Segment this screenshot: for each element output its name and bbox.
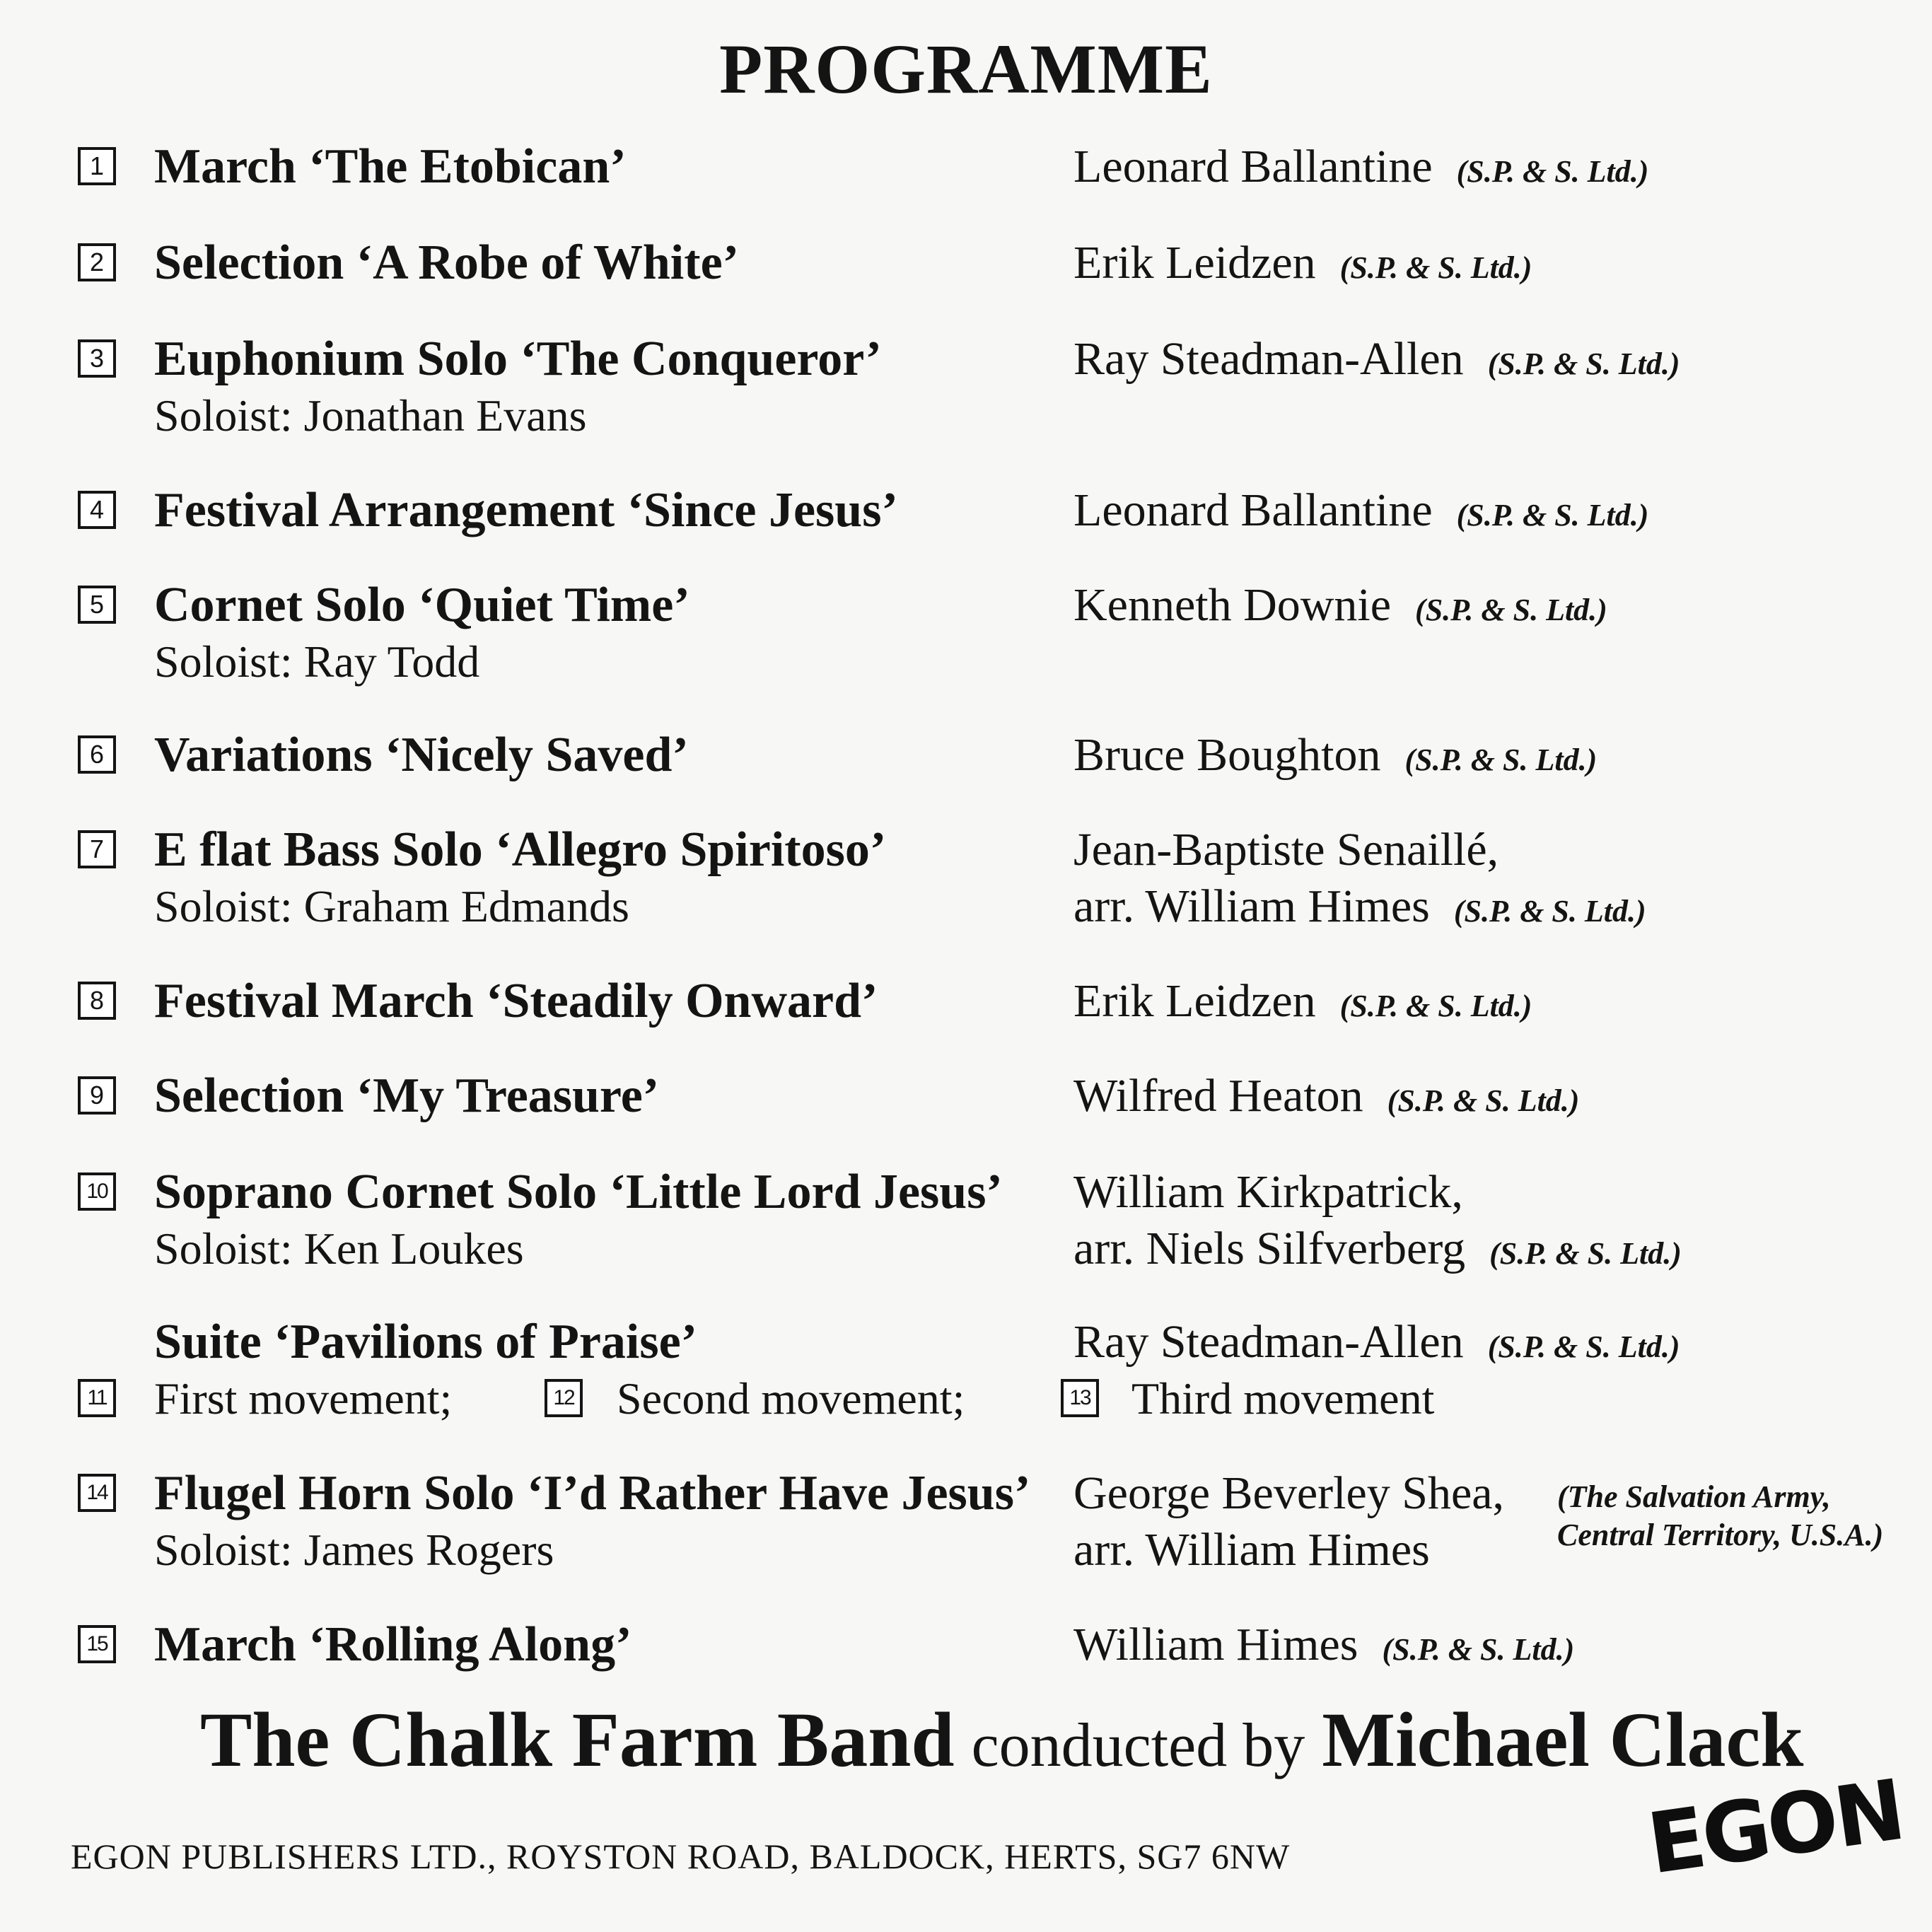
composer: William Himes (S.P. & S. Ltd.) bbox=[1073, 1619, 1575, 1670]
logo-text: EGON bbox=[1642, 1760, 1909, 1893]
movement-label: First movement; bbox=[154, 1373, 453, 1424]
track-title: Festival Arrangement ‘Since Jesus’ bbox=[154, 483, 898, 537]
publisher: (S.P. & S. Ltd.) bbox=[1382, 1632, 1575, 1667]
band-credit bbox=[200, 1697, 1804, 1788]
composer: Leonard Ballantine (S.P. & S. Ltd.) bbox=[1073, 484, 1649, 536]
track-number: 15 bbox=[78, 1625, 116, 1663]
composer: Ray Steadman-Allen (S.P. & S. Ltd.) bbox=[1073, 333, 1680, 385]
arranger: arr. William Himes (S.P. & S. Ltd.) bbox=[1073, 880, 1646, 932]
conducted-by: conducted by bbox=[971, 1711, 1305, 1780]
track-number: 8 bbox=[78, 982, 116, 1020]
publisher: (S.P. & S. Ltd.) bbox=[1404, 743, 1598, 777]
track-title: Variations ‘Nicely Saved’ bbox=[154, 728, 689, 782]
soloist: Soloist: Graham Edmands bbox=[154, 881, 629, 931]
publisher: (S.P. & S. Ltd.) bbox=[1387, 1083, 1580, 1118]
publisher-address: EGON PUBLISHERS LTD., ROYSTON ROAD, BALDOCK, HERTS, SG7 6NW bbox=[71, 1837, 1291, 1876]
publisher: (S.P. & S. Ltd.) bbox=[1487, 347, 1680, 381]
arranger: arr. Niels Silfverberg (S.P. & S. Ltd.) bbox=[1073, 1223, 1682, 1274]
track-title: March ‘The Etobican’ bbox=[154, 139, 627, 194]
track-number: 1 bbox=[78, 147, 116, 185]
band-name: The Chalk Farm Band bbox=[200, 1697, 955, 1783]
soloist: Soloist: James Rogers bbox=[154, 1525, 554, 1575]
track-number: 12 bbox=[545, 1379, 583, 1417]
track-title: Soprano Cornet Solo ‘Little Lord Jesus’ bbox=[154, 1165, 1003, 1219]
track-number: 4 bbox=[78, 491, 116, 529]
track-number: 2 bbox=[78, 243, 116, 281]
publisher: (S.P. & S. Ltd.) bbox=[1339, 250, 1532, 285]
soloist: Soloist: Ray Todd bbox=[154, 636, 480, 687]
conductor-name: Michael Clack bbox=[1322, 1697, 1804, 1783]
movement-label: Third movement bbox=[1131, 1373, 1435, 1424]
publisher: (S.P. & S. Ltd.) bbox=[1339, 989, 1532, 1023]
composer: Ray Steadman-Allen (S.P. & S. Ltd.) bbox=[1073, 1316, 1680, 1368]
track-number: 7 bbox=[78, 830, 116, 868]
movement-label: Second movement; bbox=[617, 1373, 965, 1424]
composer: George Beverley Shea, bbox=[1073, 1467, 1505, 1519]
track-number: 13 bbox=[1061, 1379, 1099, 1417]
composer: Erik Leidzen (S.P. & S. Ltd.) bbox=[1073, 237, 1532, 289]
publisher: (S.P. & S. Ltd.) bbox=[1489, 1236, 1682, 1271]
track-title: Flugel Horn Solo ‘I’d Rather Have Jesus’ bbox=[154, 1466, 1031, 1520]
track-title: Selection ‘My Treasure’ bbox=[154, 1069, 660, 1123]
track-number: 5 bbox=[78, 586, 116, 624]
composer: Erik Leidzen (S.P. & S. Ltd.) bbox=[1073, 975, 1532, 1027]
track-title: Cornet Solo ‘Quiet Time’ bbox=[154, 578, 690, 632]
composer: William Kirkpatrick, bbox=[1073, 1166, 1463, 1218]
track-title: Selection ‘A Robe of White’ bbox=[154, 235, 739, 290]
track-title: E flat Bass Solo ‘Allegro Spiritoso’ bbox=[154, 822, 887, 877]
track-title: Festival March ‘Steadily Onward’ bbox=[154, 974, 878, 1028]
track-number: 14 bbox=[78, 1474, 116, 1512]
publisher: (S.P. & S. Ltd.) bbox=[1415, 593, 1607, 627]
publisher: (S.P. & S. Ltd.) bbox=[1453, 894, 1646, 929]
track-number: 6 bbox=[78, 735, 116, 774]
soloist: Soloist: Jonathan Evans bbox=[154, 390, 587, 441]
soloist: Soloist: Ken Loukes bbox=[154, 1223, 524, 1274]
publisher: (The Salvation Army, Central Territory, U.S.A.) bbox=[1557, 1479, 1884, 1552]
egon-logo bbox=[1642, 1760, 1909, 1895]
track-number: 9 bbox=[78, 1076, 116, 1115]
publisher: (S.P. & S. Ltd.) bbox=[1456, 154, 1649, 189]
composer: Jean-Baptiste Senaillé, bbox=[1073, 824, 1499, 875]
publisher: (S.P. & S. Ltd.) bbox=[1456, 498, 1649, 533]
publisher: (S.P. & S. Ltd.) bbox=[1487, 1329, 1680, 1364]
track-title: March ‘Rolling Along’ bbox=[154, 1617, 632, 1672]
track-number: 11 bbox=[78, 1379, 116, 1417]
arranger: arr. William Himes bbox=[1073, 1524, 1430, 1576]
composer: Leonard Ballantine (S.P. & S. Ltd.) bbox=[1073, 141, 1649, 192]
track-number: 3 bbox=[78, 339, 116, 378]
track-title: Euphonium Solo ‘The Conqueror’ bbox=[154, 332, 882, 386]
track-number: 10 bbox=[78, 1172, 116, 1211]
composer: Wilfred Heaton (S.P. & S. Ltd.) bbox=[1073, 1070, 1580, 1122]
composer: Kenneth Downie (S.P. & S. Ltd.) bbox=[1073, 579, 1607, 631]
suite-title: Suite ‘Pavilions of Praise’ bbox=[154, 1315, 697, 1369]
page-title: PROGRAMME bbox=[719, 30, 1213, 108]
composer: Bruce Boughton (S.P. & S. Ltd.) bbox=[1073, 729, 1598, 781]
